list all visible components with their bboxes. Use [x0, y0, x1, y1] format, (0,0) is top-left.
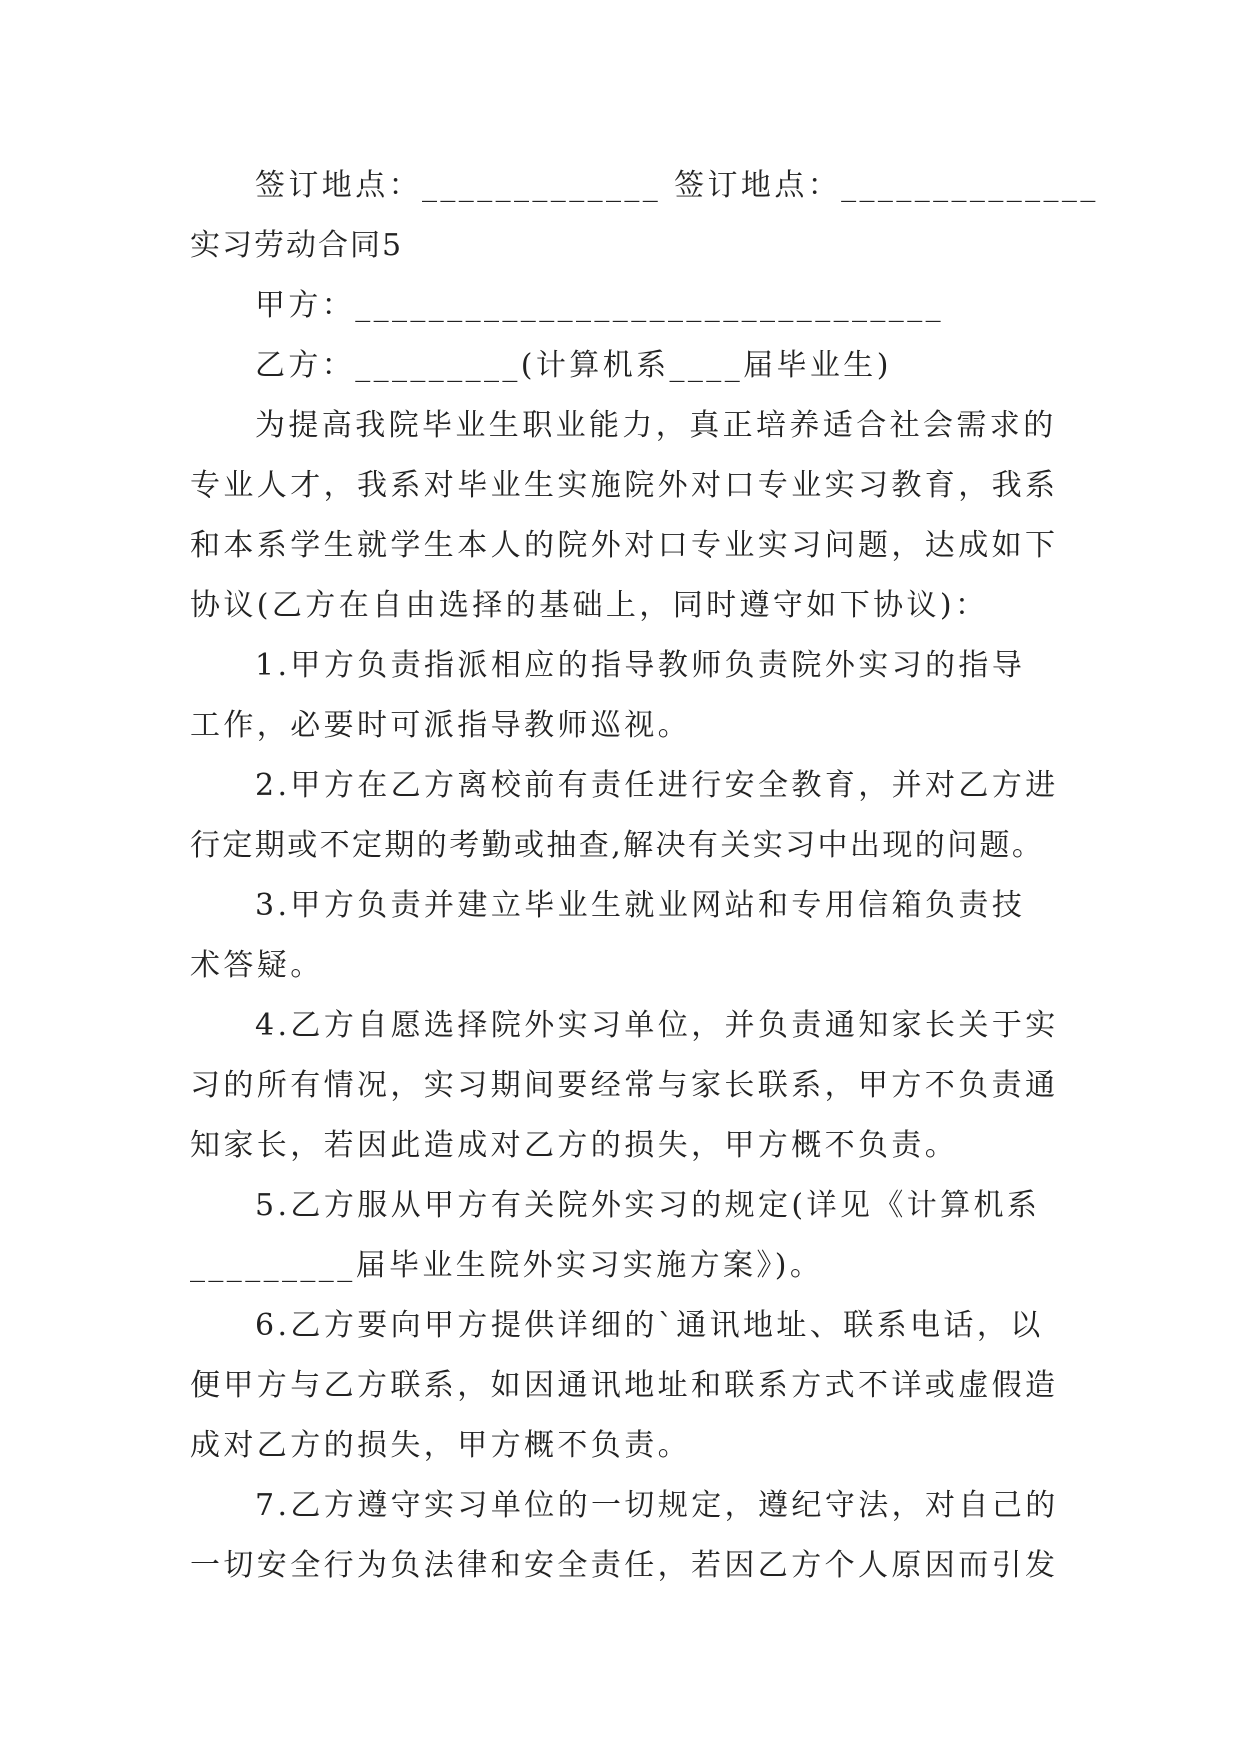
- signing-location-line: 签订地点：_____________ 签订地点：______________: [255, 168, 1099, 203]
- party-a-line: 甲方：________________________________: [255, 288, 944, 323]
- paragraph-line: 为提高我院毕业生职业能力，真正培养适合社会需求的: [255, 408, 1057, 443]
- clause-line: 6.乙方要向甲方提供详细的`通讯地址、联系电话，以: [255, 1308, 1044, 1343]
- clause-line: 1.甲方负责指派相应的指导教师负责院外实习的指导: [255, 648, 1026, 683]
- clause-line: 术答疑。: [190, 948, 324, 983]
- clause-line: 3.甲方负责并建立毕业生就业网站和专用信箱负责技: [255, 888, 1026, 923]
- clause-line: 一切安全行为负法律和安全责任，若因乙方个人原因而引发: [190, 1548, 1059, 1583]
- paragraph-line: 和本系学生就学生本人的院外对口专业实习问题，达成如下: [190, 528, 1059, 563]
- clause-line: 便甲方与乙方联系，如因通讯地址和联系方式不详或虚假造: [190, 1368, 1059, 1403]
- clause-line: 行定期或不定期的考勤或抽查,解决有关实习中出现的问题。: [190, 828, 1045, 863]
- contract-title: 实习劳动合同5: [190, 228, 404, 263]
- paragraph-line: 协议(乙方在自由选择的基础上，同时遵守如下协议)：: [190, 588, 989, 623]
- clause-line: 5.乙方服从甲方有关院外实习的规定(详见《计算机系: [255, 1188, 1041, 1223]
- clause-line: _________届毕业生院外实习实施方案》)。: [190, 1248, 824, 1283]
- clause-line: 知家长，若因此造成对乙方的损失，甲方概不负责。: [190, 1128, 959, 1163]
- paragraph-line: 专业人才，我系对毕业生实施院外对口专业实习教育，我系: [190, 468, 1059, 503]
- clause-line: 习的所有情况，实习期间要经常与家长联系，甲方不负责通: [190, 1068, 1059, 1103]
- clause-line: 4.乙方自愿选择院外实习单位，并负责通知家长关于实: [255, 1008, 1059, 1043]
- clause-line: 成对乙方的损失，甲方概不负责。: [190, 1428, 691, 1463]
- clause-line: 7.乙方遵守实习单位的一切规定，遵纪守法，对自己的: [255, 1488, 1059, 1523]
- party-b-line: 乙方：_________(计算机系____届毕业生): [255, 348, 892, 383]
- clause-line: 工作，必要时可派指导教师巡视。: [190, 708, 691, 743]
- clause-line: 2.甲方在乙方离校前有责任进行安全教育，并对乙方进: [255, 768, 1059, 803]
